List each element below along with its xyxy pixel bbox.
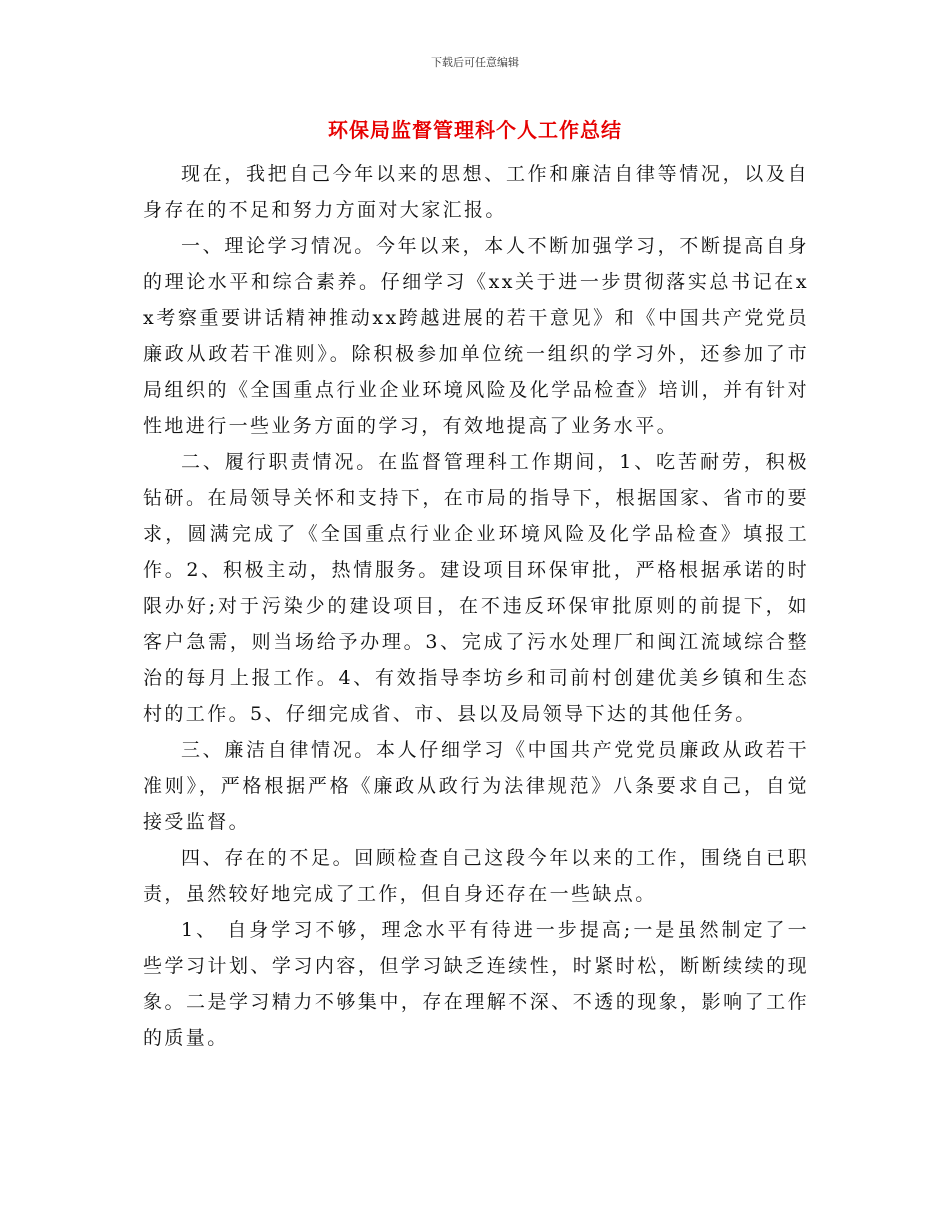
paragraph-integrity: 三、廉洁自律情况。本人仔细学习《中国共产党党员廉政从政若干准则》，严格根据严格《廉政从政行为法律规范》八条要求自己，自觉接受监督。 [143,739,809,833]
paragraph-intro: 现在，我把自己今年以来的思想、工作和廉洁自律等情况，以及自身存在的不足和努力方面对大家汇报。 [143,163,809,221]
paragraph-theory-study: 一、理论学习情况。今年以来，本人不断加强学习，不断提高自身的理论水平和综合素养。仔细学习《xx关于进一步贯彻落实总书记在xx考察重要讲话精神推动xx跨越进展的若干意见》和《中国共产党党员廉政从政若干准则》。除积极参加单位统一组织的学习外，还参加了市局组织的《全国重点行业企业环境风险及化学品检查》培训，并有针对性地进行一些业务方面的学习，有效地提高了业务水平。 [143,235,809,437]
paragraph-duties: 二、履行职责情况。在监督管理科工作期间，1、吃苦耐劳，积极钻研。在局领导关怀和支持下，在市局的指导下，根据国家、省市的要求，圆满完成了《全国重点行业企业环境风险及化学品检查》填报工作。2、积极主动，热情服务。建设项目环保审批，严格根据承诺的时限办好;对于污染少的建设项目，在不违反环保审批原则的前提下，如客户急需，则当场给予办理。3、完成了污水处理厂和闽江流域综合整治的每月上报工作。4、有效指导李坊乡和司前村创建优美乡镇和生态村的工作。5、仔细完成省、市、县以及局领导下达的其他任务。 [143,451,809,725]
document-body [143,156,809,1056]
document-title: 环保局监督管理科个人工作总结 [328,118,622,142]
paragraph-shortcoming-1: 1、 自身学习不够，理念水平有待进一步提高;一是虽然制定了一些学习计划、学习内容，但学习缺乏连续性，时紧时松，断断续续的现象。二是学习精力不够集中，存在理解不深、不透的现象，影响了工作的质量。 [143,919,809,1049]
paragraph-shortcomings: 四、存在的不足。回顾检查自己这段今年以来的工作，围绕自已职责，虽然较好地完成了工作，但自身还存在一些缺点。 [143,847,809,905]
page-header: 下载后可任意编辑 [431,56,519,69]
